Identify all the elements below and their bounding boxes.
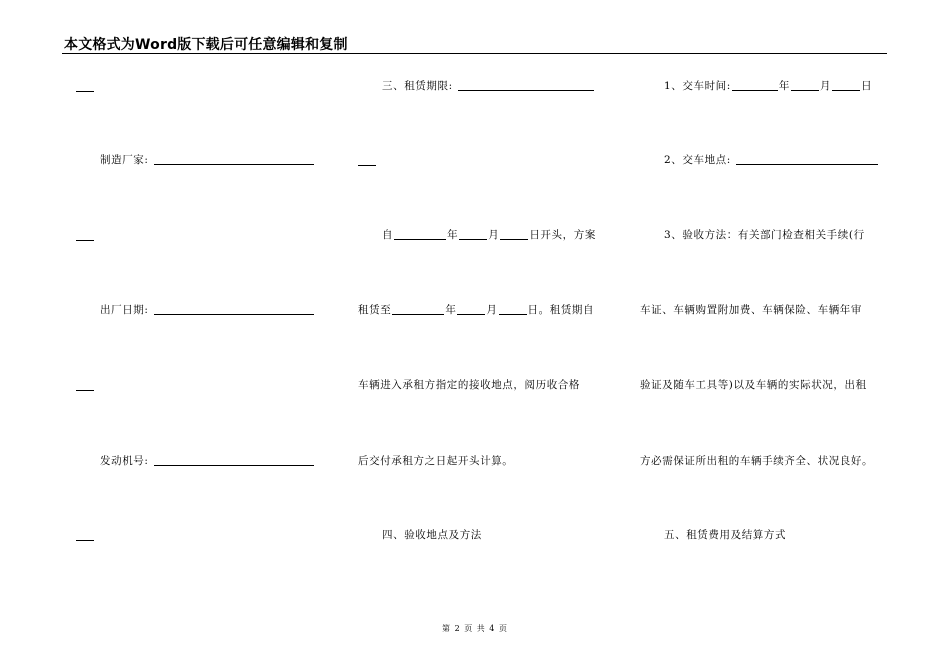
- lease-end-prefix: 租赁至: [358, 304, 392, 316]
- manufacturer-row: [100, 153, 315, 167]
- left-margin-dash: [76, 390, 94, 391]
- manufacturer-blank: [154, 154, 314, 165]
- delivery-year-blank: [732, 80, 778, 91]
- end-year-blank: [392, 304, 444, 315]
- page-footer: 第 2 页 共 4 页: [442, 624, 508, 633]
- left-margin-dash: [76, 91, 94, 92]
- delivery-place-blank: [736, 154, 878, 165]
- start-year-blank: [394, 229, 446, 240]
- lease-start-suffix: 日开头，方案: [529, 229, 596, 241]
- section-4-heading: 四、验收地点及方法: [382, 529, 482, 541]
- delivery-day-blank: [832, 80, 860, 91]
- start-month-blank: [459, 229, 487, 240]
- section-5-heading: 五、租赁费用及结算方式: [664, 529, 787, 541]
- engine-number-blank: [154, 455, 314, 466]
- start-year-label: 年: [447, 229, 459, 241]
- delivery-month-blank: [791, 80, 819, 91]
- document-header-title: 本文格式为Word版下载后可任意编辑和复制: [64, 37, 348, 53]
- lease-term-heading-row: [382, 79, 595, 93]
- end-day-blank: [499, 304, 527, 315]
- lease-start-prefix: 自: [382, 229, 394, 241]
- center-margin-dash: [358, 165, 376, 166]
- delivery-place-row: [664, 153, 879, 167]
- delivery-time-label: 1、交车时间:: [664, 80, 731, 92]
- delivery-place-label: 2、交车地点:: [664, 154, 731, 166]
- lease-start-row: [382, 228, 596, 242]
- end-month-label: 月: [486, 304, 498, 316]
- header-divider: [62, 53, 887, 54]
- delivery-month-label: 月: [820, 80, 832, 92]
- lease-term-heading: 三、租赁期限:: [382, 80, 453, 92]
- production-date-label: 出厂日期:: [100, 304, 149, 316]
- inspection-method-line-3: 验证及随车工具等)以及车辆的实际状况，出租: [640, 379, 867, 391]
- start-day-blank: [500, 229, 528, 240]
- inspection-method-line-1: 3、验收方法：有关部门检查相关手续(行: [664, 229, 865, 241]
- lease-term-line-3: 车辆进入承租方指定的接收地点，阅历收合格: [358, 379, 580, 391]
- end-month-blank: [457, 304, 485, 315]
- left-margin-dash: [76, 540, 94, 541]
- lease-end-row: [358, 303, 594, 317]
- left-margin-dash: [76, 240, 94, 241]
- delivery-day-label: 日: [861, 80, 873, 92]
- lease-end-suffix: 日。租赁期自: [527, 304, 595, 316]
- lease-term-line-4: 后交付承租方之日起开头计算。: [358, 455, 514, 467]
- start-month-label: 月: [488, 229, 500, 241]
- engine-number-row: [100, 454, 315, 468]
- production-date-row: [100, 303, 315, 317]
- production-date-blank: [154, 304, 314, 315]
- delivery-time-row: [664, 79, 872, 93]
- end-year-label: 年: [445, 304, 457, 316]
- delivery-year-label: 年: [778, 80, 791, 92]
- manufacturer-label: 制造厂家:: [100, 154, 149, 166]
- lease-term-blank: [458, 80, 594, 91]
- inspection-method-line-2: 车证、车辆购置附加费、车辆保险、车辆年审: [640, 304, 862, 316]
- engine-number-label: 发动机号:: [100, 455, 149, 467]
- inspection-method-line-4: 方必需保证所出租的车辆手续齐全、状况良好。: [640, 455, 874, 467]
